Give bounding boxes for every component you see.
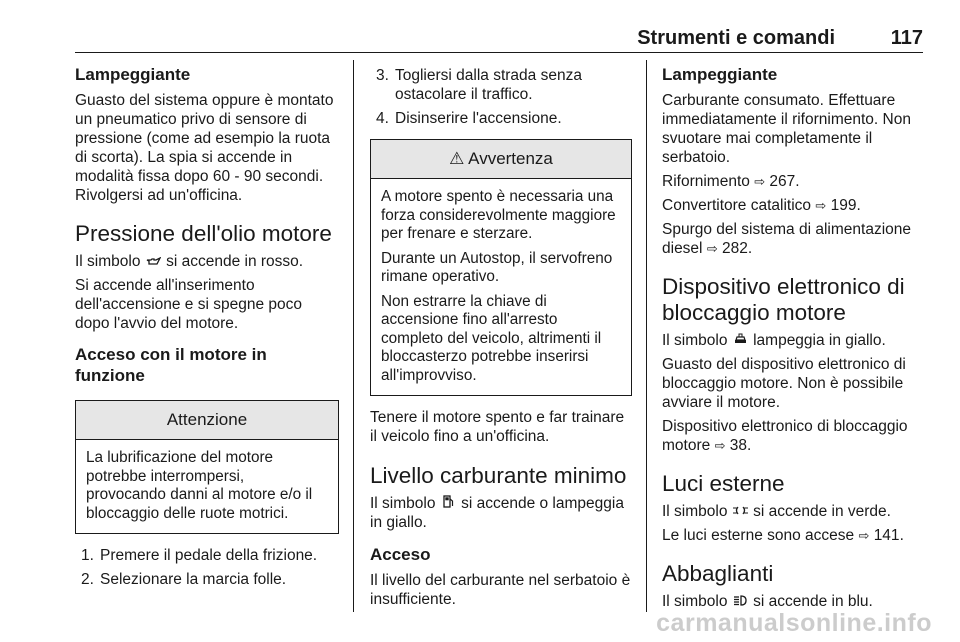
paragraph-accende: Si accende all'inserimento dell'accensione e si spegne poco dopo l'avvio del motore. <box>75 277 303 332</box>
paragraph-spurgo: Spurgo del sistema di alimentazione diesel ⇨ 282. <box>662 221 911 257</box>
page-reference[interactable]: 282 <box>722 240 748 257</box>
column-1 <box>75 60 339 594</box>
paragraph-luci: Le luci esterne sono accese ⇨ 141. <box>662 527 904 544</box>
heading-pressione-olio: Pressione dell'olio motore <box>75 221 332 246</box>
warning-paragraph-1: A motore spento è necessaria una forza considerevolmente maggiore per frenare e sterzare. <box>381 188 616 242</box>
warning-box <box>370 139 632 396</box>
paragraph-tenere: Tenere il motore spento e far trainare il veicolo fino a un'officina. <box>370 409 625 445</box>
reference-arrow-icon: ⇨ <box>706 241 718 256</box>
exterior-lights-icon <box>732 502 749 521</box>
warning-title-text: Avvertenza <box>468 149 553 168</box>
attention-box <box>75 400 339 534</box>
text-fragment: Spurgo del sistema di alimentazione diesel <box>662 221 911 257</box>
column-2 <box>370 60 632 614</box>
text-fragment: Il simbolo <box>662 593 728 610</box>
paragraph-simbolo-olio <box>75 252 339 271</box>
column-divider-2 <box>646 60 647 612</box>
car-lock-icon <box>732 331 749 350</box>
heading-lampeggiante: Lampeggiante <box>75 65 191 84</box>
text-fragment: si accende in verde. <box>753 503 891 520</box>
column-divider-1 <box>353 60 354 612</box>
step-text: Togliersi dalla strada senza ostacolare il traffico. <box>395 67 582 103</box>
page-number: 117 <box>890 27 923 49</box>
reference-arrow-icon: ⇨ <box>714 438 726 453</box>
paragraph-carburante: Carburante consumato. Effettuare immediatamente il rifornimento. Non svuotare mai completamente il serbatoio. <box>662 92 911 166</box>
paragraph-simbolo-immobilizer <box>662 331 924 350</box>
section-title: Strumenti e comandi <box>637 27 835 49</box>
text-fragment: Dispositivo elettronico di bloccaggio motore <box>662 418 908 454</box>
attention-box-text: La lubrificazione del motore potrebbe interrompersi, provocando danni al motore e/o il bloccaggio delle ruote motrici. <box>86 449 313 522</box>
paragraph-simbolo-carburante <box>370 494 632 532</box>
page-reference[interactable]: 267 <box>769 173 796 190</box>
text-fragment: Il simbolo <box>662 332 728 349</box>
text-fragment: Il simbolo <box>662 503 728 520</box>
page-reference[interactable]: 141 <box>873 527 900 544</box>
fuel-pump-icon <box>440 494 457 513</box>
reference-arrow-icon: ⇨ <box>815 198 827 213</box>
heading-luci-esterne: Luci esterne <box>662 471 785 496</box>
text-fragment: Rifornimento <box>662 173 750 190</box>
step-number: 3. <box>376 67 389 84</box>
watermark: carmanualsonline.info <box>656 609 932 637</box>
list-item <box>370 109 632 128</box>
heading-acceso: Acceso <box>370 545 431 564</box>
steps-list-1 <box>75 546 339 589</box>
heading-acceso-motore: Acceso con il motore in funzione <box>75 345 267 385</box>
text-fragment: Le luci esterne sono accese <box>662 527 855 544</box>
paragraph-dispositivo-ref: Dispositivo elettronico di bloccaggio motore ⇨ 38. <box>662 418 908 454</box>
column-3 <box>662 60 924 616</box>
warning-triangle-icon: ⚠ <box>449 149 465 168</box>
text-fragment: Convertitore catalitico <box>662 197 812 214</box>
text-fragment: si accende in rosso. <box>166 253 304 270</box>
heading-dispositivo: Dispositivo elettronico di bloccaggio motore <box>662 274 905 325</box>
text-fragment: Il simbolo <box>75 253 141 270</box>
paragraph-guasto-dispositivo: Guasto del dispositivo elettronico di bloccaggio motore. Non è possibile avviare il motore. <box>662 356 906 411</box>
text-fragment: lampeggia in giallo. <box>753 332 886 349</box>
step-number: 1. <box>81 547 94 564</box>
list-item <box>75 570 339 589</box>
list-item <box>370 66 632 104</box>
text-fragment: si accende o lampeggia in giallo. <box>370 495 624 531</box>
page-reference[interactable]: 199 <box>830 197 857 214</box>
text-fragment: Il simbolo <box>370 495 436 512</box>
paragraph-convertitore: Convertitore catalitico ⇨ 199. <box>662 197 861 214</box>
step-number: 4. <box>376 110 389 127</box>
attention-box-title: Attenzione <box>76 401 338 440</box>
heading-lampeggiante-2: Lampeggiante <box>662 65 778 84</box>
oil-can-icon <box>145 252 162 271</box>
paragraph-rifornimento: Rifornimento ⇨ 267. <box>662 173 800 190</box>
warning-box-body <box>371 179 631 395</box>
heading-abbaglianti: Abbaglianti <box>662 561 774 586</box>
page-header <box>75 0 923 53</box>
steps-list-2 <box>370 66 632 128</box>
warning-box-title <box>371 140 631 179</box>
warning-paragraph-3: Non estrarre la chiave di accensione fino all'arresto completo del veicolo, altrimenti il bloccasterzo potrebbe inserirsi all'improvviso. <box>381 292 602 384</box>
paragraph-simbolo-luci <box>662 502 924 521</box>
warning-paragraph-2: Durante un Autostop, il servofreno rimane operativo. <box>381 249 613 285</box>
paragraph-guasto: Guasto del sistema oppure è montato un pneumatico privo di sensore di pressione (come ad esempio la ruota di scorta). La spia si accende in modalità fissa dopo 60 - 90 secondi. Rivolgersi ad un'officina. <box>75 92 334 204</box>
page-reference[interactable]: 38 <box>729 437 748 454</box>
step-text: Premere il pedale della frizione. <box>100 547 318 564</box>
step-text: Disinserire l'accensione. <box>395 110 562 127</box>
attention-box-body <box>76 440 338 533</box>
list-item <box>75 546 339 565</box>
paragraph-livello: Il livello del carburante nel serbatoio è insufficiente. <box>370 572 631 608</box>
reference-arrow-icon: ⇨ <box>858 528 870 543</box>
step-number: 2. <box>81 571 94 588</box>
reference-arrow-icon: ⇨ <box>754 174 766 189</box>
text-fragment: si accende in blu. <box>753 593 873 610</box>
heading-livello-carburante: Livello carburante minimo <box>370 463 627 488</box>
step-text: Selezionare la marcia folle. <box>100 571 287 588</box>
